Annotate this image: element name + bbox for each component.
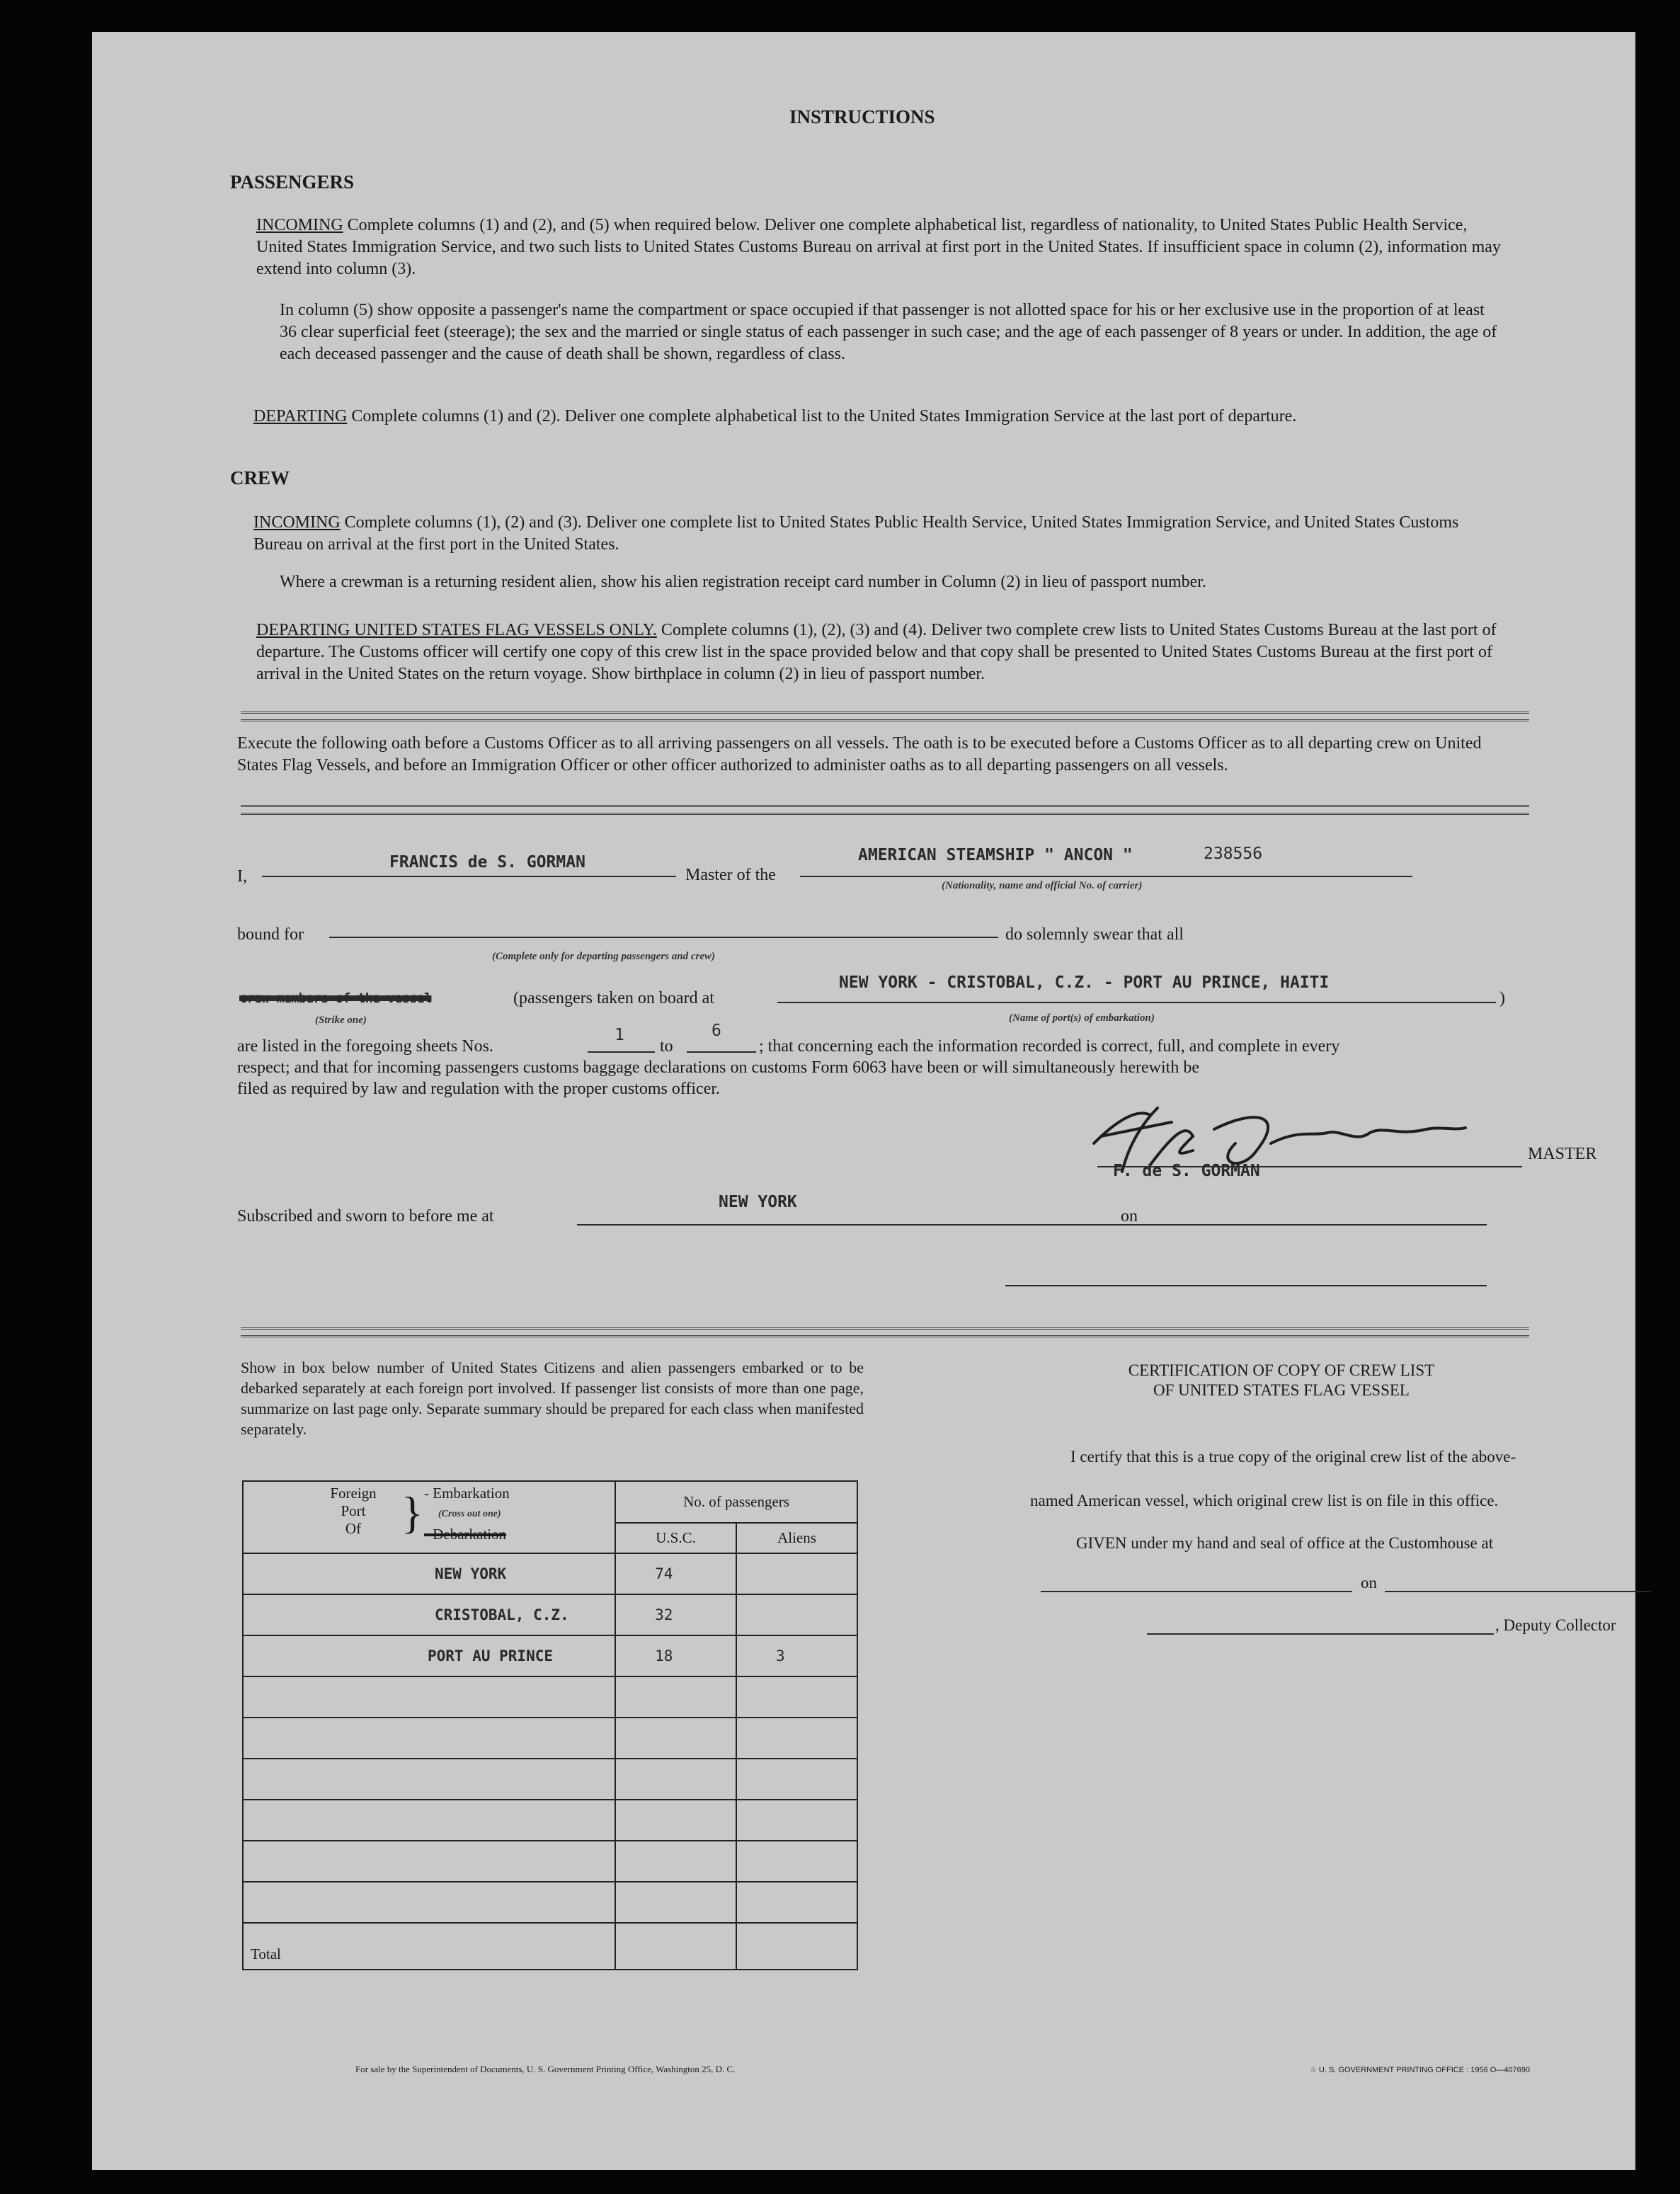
table-row [243, 1759, 857, 1800]
table-row [243, 1553, 857, 1594]
section-divider [241, 712, 1529, 721]
crew-heading: CREW [230, 467, 290, 488]
vessel-caption: (Nationality, name and official No. of carrier) [942, 880, 1143, 891]
table-row [243, 1718, 857, 1759]
given-text: GIVEN under my hand and seal of office at the Customhouse at [1076, 1534, 1494, 1552]
aliens-cell[interactable] [736, 1882, 857, 1923]
passengers-departing-paragraph [253, 406, 1502, 428]
listed-rest-1: ; that concerning each the information recorded is correct, full, and complete in every [759, 1037, 1340, 1056]
ports-field[interactable]: NEW YORK - CRISTOBAL, C.Z. - PORT AU PRINCE, HAITI [839, 973, 1330, 992]
table-row [243, 1800, 857, 1841]
page-title: INSTRUCTIONS [789, 106, 935, 127]
aliens-cell[interactable] [736, 1553, 857, 1594]
footer-left: For sale by the Superintendent of Documents, U. S. Government Printing Office, Washington 25, D. C. [355, 2064, 736, 2074]
port-cell[interactable]: CRISTOBAL, C.Z. [243, 1594, 615, 1635]
certification-on-label: on [1361, 1574, 1377, 1592]
listed-rest-3: filed as required by law and regulation with the proper customs officer. [237, 1080, 721, 1098]
certification-text-1: I certify that this is a true copy of the original crew list of the above- [1070, 1448, 1516, 1465]
crew-incoming-paragraph [253, 512, 1502, 556]
port-cell[interactable] [243, 1882, 615, 1923]
signature-typed-name: F. de S. GORMAN [1113, 1162, 1260, 1180]
crew-departing-text: Complete columns (1), (2), (3) and (4). Deliver two complete crew lists to United States Customs Bureau at the last port of departure. The Customs officer will certify one copy of this crew list in the space provided below and that copy shall be presented to United States Customs Bureau at the first port of arrival in the United States on the return voyage. Show birthplace in column (2) in lieu of passport number. [256, 621, 1497, 683]
certification-text-2: named American vessel, which original crew list is on file in this office. [1030, 1492, 1499, 1509]
total-label: Total [243, 1923, 615, 1970]
debarkation-label: - Debarkation [424, 1526, 507, 1543]
sworn-at-line [577, 1224, 1201, 1225]
usc-cell[interactable] [615, 1676, 736, 1718]
officer-signature-line[interactable] [1005, 1285, 1487, 1286]
passengers-heading: PASSENGERS [230, 171, 355, 193]
certification-title-1: CERTIFICATION OF COPY OF CREW LIST [1128, 1361, 1435, 1379]
i-label: I, [237, 867, 247, 886]
passengers-departing-text: Complete columns (1) and (2). Deliver one complete alphabetical list to the United States Immigration Service at the last port of departure. [351, 407, 1297, 425]
usc-cell[interactable] [615, 1882, 736, 1923]
sworn-on-label: on [1121, 1207, 1138, 1225]
aliens-cell[interactable] [736, 1594, 857, 1635]
customhouse-line[interactable] [1041, 1591, 1352, 1592]
passengers-taken-label: (passengers taken on board at [513, 989, 714, 1007]
to-label: to [660, 1037, 673, 1056]
subscribed-label: Subscribed and sworn to before me at [237, 1207, 494, 1225]
embarkation-label: - Embarkation [424, 1485, 510, 1502]
form-page [92, 32, 1635, 2170]
usc-total-cell[interactable] [615, 1923, 736, 1970]
ports-caption: (Name of port(s) of embarkation) [1009, 1012, 1155, 1024]
foreign-label: Foreign [330, 1485, 377, 1502]
listed-label: are listed in the foregoing sheets Nos. [237, 1037, 493, 1056]
footer-right: ☆ U. S. GOVERNMENT PRINTING OFFICE : 1956 O—407690 [1310, 2066, 1531, 2074]
crew-incoming-label: INCOMING [253, 513, 341, 532]
usc-cell[interactable] [615, 1800, 736, 1841]
passengers-column5-paragraph: In column (5) show opposite a passenger's name the compartment or space occupied if that passenger is not allotted space for his or her exclusive use in the proportion of at least 36 clear superficial feet (steerage); the sex and the married or single status of each passenger in such case; and the age of each passenger of 8 years or under. In addition, the age of each deceased passenger and the cause of death shall be shown, regardless of class. [280, 301, 1497, 363]
aliens-header: Aliens [736, 1523, 857, 1553]
struck-text: crew members of the vessel [239, 990, 432, 1006]
port-cell[interactable] [243, 1718, 615, 1759]
port-cell[interactable] [243, 1800, 615, 1841]
certification-date-line[interactable] [1385, 1591, 1651, 1592]
brace-icon: } [401, 1487, 423, 1538]
section-divider [241, 805, 1529, 815]
aliens-cell[interactable] [736, 1841, 857, 1882]
table-row [243, 1882, 857, 1923]
aliens-cell[interactable] [736, 1676, 857, 1718]
official-number-field[interactable]: 238556 [1204, 845, 1263, 863]
aliens-cell[interactable] [736, 1718, 857, 1759]
port-cell[interactable] [243, 1841, 615, 1882]
listed-rest-2: respect; and that for incoming passengers customs baggage declarations on customs Form 6063 have been or will simultaneously herewith be [237, 1058, 1199, 1077]
crew-incoming-text: Complete columns (1), (2) and (3). Deliver one complete list to United States Public Health Service, United States Immigration Service, and United States Customs Bureau on arrival at the first port in the United States. [253, 513, 1459, 554]
ports-line [777, 1002, 1496, 1003]
sworn-on-line[interactable] [1154, 1224, 1487, 1225]
swear-label: do solemnly swear that all [1005, 925, 1184, 944]
aliens-cell[interactable]: 3 [736, 1635, 857, 1676]
strike-caption: (Strike one) [315, 1015, 367, 1026]
crew-departing-paragraph [256, 619, 1502, 685]
aliens-cell[interactable] [736, 1759, 857, 1800]
passengers-incoming-paragraph [256, 215, 1502, 280]
port-label: Port [341, 1502, 366, 1519]
sheet-from-line [588, 1051, 655, 1053]
crew-departing-label: DEPARTING UNITED STATES FLAG VESSELS ONLY. [256, 621, 657, 639]
port-cell[interactable]: NEW YORK [243, 1553, 615, 1594]
struck-through-option [239, 990, 508, 1010]
usc-cell[interactable] [615, 1841, 736, 1882]
sheet-to-field[interactable]: 6 [712, 1022, 721, 1040]
deputy-collector-line[interactable] [1147, 1633, 1494, 1635]
certification-title-2: OF UNITED STATES FLAG VESSEL [1153, 1381, 1410, 1399]
bound-for-line[interactable] [329, 937, 998, 938]
total-row [243, 1923, 857, 1970]
master-label: MASTER [1528, 1145, 1597, 1163]
aliens-cell[interactable] [736, 1800, 857, 1841]
master-of-label: Master of the [685, 866, 776, 884]
table-row [243, 1635, 857, 1676]
usc-cell[interactable]: 32 [615, 1594, 736, 1635]
master-name-field[interactable]: FRANCIS de S. GORMAN [389, 853, 585, 872]
vessel-field[interactable]: AMERICAN STEAMSHIP " ANCON " [858, 846, 1133, 864]
master-name-line [262, 876, 676, 877]
port-cell[interactable]: PORT AU PRINCE [243, 1635, 615, 1676]
vessel-line [800, 876, 1412, 877]
deputy-collector-label: , Deputy Collector [1495, 1616, 1616, 1634]
summary-instruction: Show in box below number of United States Citizens and alien passengers embarked or to be debarked separately at each foreign port involved. If passenger list consists of more than one page, summarize on last page only. Separate summary should be prepared for each class when manifested separately. [241, 1359, 864, 1438]
usc-cell[interactable]: 18 [615, 1635, 736, 1676]
aliens-total-cell[interactable] [736, 1923, 857, 1970]
port-cell[interactable] [243, 1759, 615, 1800]
usc-cell[interactable] [615, 1718, 736, 1759]
port-cell[interactable] [243, 1676, 615, 1718]
close-paren: ) [1499, 989, 1505, 1007]
passengers-incoming-text: Complete columns (1) and (2), and (5) when required below. Deliver one complete alphabetical list, regardless of nationality, to United States Public Health Service, United States Immigration Service, and two such lists to United States Customs Bureau on arrival at first port in the United States. If insufficient space in column (2), information may extend into column (3). [256, 216, 1501, 278]
table-row [243, 1841, 857, 1882]
passengers-incoming-label: INCOMING [256, 216, 343, 234]
oath-instruction: Execute the following oath before a Customs Officer as to all arriving passengers on all vessels. The oath is to be executed before a Customs Officer as to all departing crew on United States Flag Vessels, and before an Immigration Officer or other officer authorized to administer oaths as to all departing passengers on all vessels. [237, 734, 1482, 775]
bound-for-caption: (Complete only for departing passengers and crew) [492, 951, 715, 962]
usc-cell[interactable] [615, 1759, 736, 1800]
section-divider [241, 1327, 1529, 1337]
cross-out-label: (Cross out one) [438, 1509, 501, 1519]
sheet-to-line [687, 1051, 756, 1053]
bound-for-label: bound for [237, 925, 304, 944]
summary-table [242, 1480, 858, 1970]
of-label: Of [345, 1520, 362, 1537]
usc-cell[interactable]: 74 [615, 1553, 736, 1594]
sworn-at-field[interactable]: NEW YORK [719, 1193, 797, 1211]
sheet-from-field[interactable]: 1 [615, 1026, 624, 1044]
usc-header: U.S.C. [615, 1523, 736, 1553]
crew-resident-paragraph: Where a crewman is a returning resident alien, show his alien registration receipt card number in Column (2) in lieu of passport number. [280, 573, 1206, 591]
port-header-cell [243, 1481, 615, 1553]
passengers-departing-label: DEPARTING [253, 407, 348, 425]
table-row [243, 1676, 857, 1718]
table-row [243, 1594, 857, 1635]
no-passengers-header: No. of passengers [615, 1481, 857, 1523]
